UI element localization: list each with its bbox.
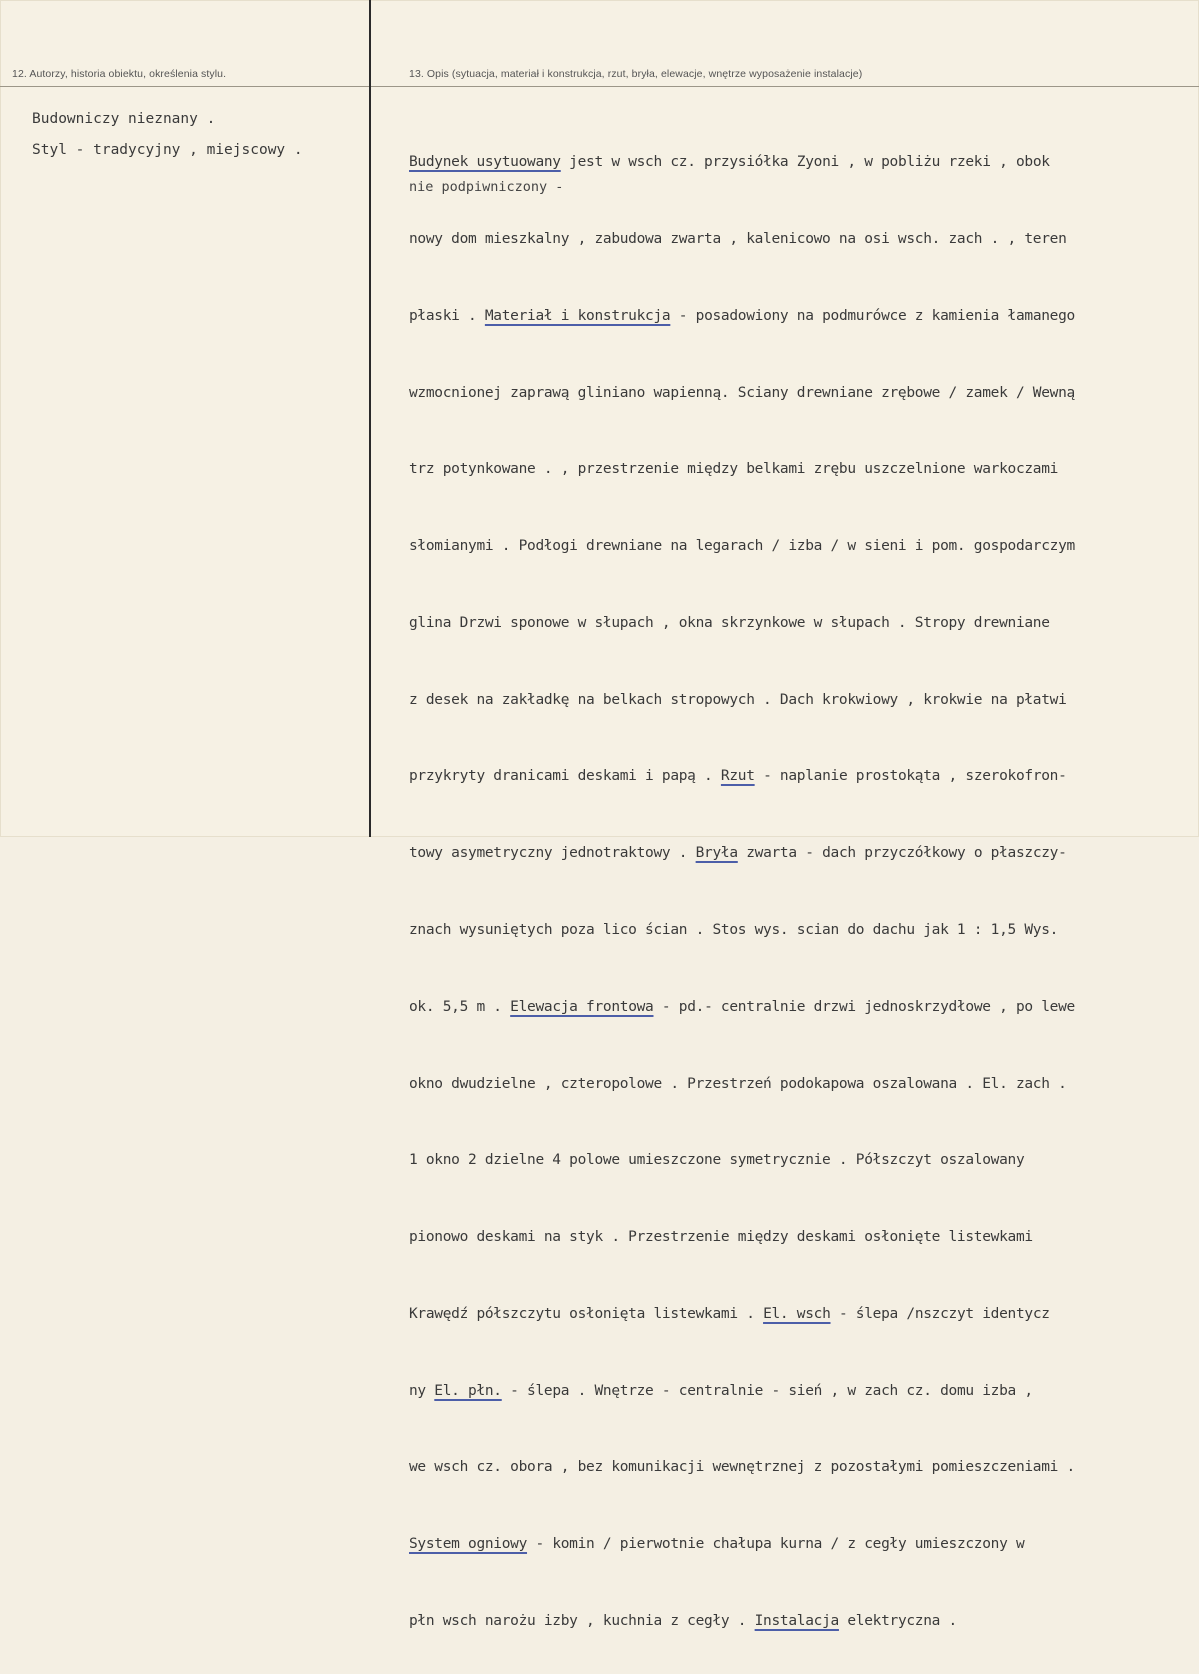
desc-line-15: pionowo deskami na styk . Przestrzenie między deskami osłonięte listewkami	[409, 1229, 1033, 1246]
desc-line-19: System ogniowy - komin / pierwotnie chałupa kurna / z cegły umieszczony w	[409, 1536, 1025, 1553]
left-header-rule	[0, 86, 369, 87]
description-text	[409, 99, 1199, 1674]
desc-line-3: płaski . Materiał i konstrukcja - posadowiony na podmurówce z kamienia łamanego	[409, 307, 1075, 324]
left-line-1: Budowniczy nieznany .	[32, 111, 216, 127]
desc-line-7: glina Drzwi sponowe w słupach , okna skrzynkowe w słupach . Stropy drewniane	[409, 614, 1050, 631]
right-column	[371, 0, 1199, 1630]
desc-line-5: trz potynkowane . , przestrzenie między belkami zrębu uszczelnione warkoczami	[409, 461, 1059, 478]
desc-line-13: okno dwudzielne , czteropolowe . Przestrzeń podokapowa oszalowana . El. zach .	[409, 1075, 1067, 1092]
desc-line-14: 1 okno 2 dzielne 4 polowe umieszczone symetrycznie . Półszczyt oszalowany	[409, 1152, 1025, 1169]
left-column	[0, 0, 371, 837]
right-header-rule	[371, 86, 1199, 87]
desc-line-2: nowy dom mieszkalny , zabudowa zwarta , kalenicowo na osi wsch. zach . , teren	[409, 230, 1067, 247]
desc-line-10: towy asymetryczny jednotraktowy . Bryła zwarta - dach przyczółkowy o płaszczy-	[409, 845, 1067, 862]
desc-line-18: we wsch cz. obora , bez komunikacji wewnętrznej z pozostałymi pomieszczeniami .	[409, 1459, 1075, 1476]
desc-line-8: z desek na zakładkę na belkach stropowych . Dach krokwiowy , krokwie na płatwi	[409, 691, 1067, 708]
inserted-note: nie podpiwniczony -	[409, 179, 564, 195]
desc-line-20: płn wsch narożu izby , kuchnia z cegły . Instalacja elektryczna .	[409, 1613, 957, 1630]
desc-line-12: ok. 5,5 m . Elewacja frontowa - pd.- centralnie drzwi jednoskrzydłowe , po lewe	[409, 998, 1075, 1015]
left-line-2: Styl - tradycyjny , miejscowy .	[32, 142, 303, 158]
right-header: 13. Opis (sytuacja, materiał i konstrukcja, rzut, bryła, elewacje, wnętrze wyposażenie instalacje)	[409, 68, 863, 80]
left-header: 12. Autorzy, historia obiektu, określenia stylu.	[12, 68, 227, 80]
left-text	[32, 104, 362, 166]
desc-line-16: Krawędź półszczytu osłonięta listewkami . El. wsch - ślepa /nszczyt identycz	[409, 1305, 1050, 1322]
desc-line-1: Budynek usytuowany jest w wsch cz. przysiółka Zyoni , w pobliżu rzeki , obok	[409, 154, 1050, 171]
desc-line-9: przykryty dranicami deskami i papą . Rzut - naplanie prostokąta , szerokofron-	[409, 768, 1067, 785]
desc-line-4: wzmocnionej zaprawą gliniano wapienną. Sciany drewniane zrębowe / zamek / Wewną	[409, 384, 1075, 401]
desc-line-11: znach wysuniętych poza lico ścian . Stos wys. scian do dachu jak 1 : 1,5 Wys.	[409, 922, 1059, 938]
desc-line-17: ny El. płn. - ślepa . Wnętrze - centralnie - sień , w zach cz. domu izba ,	[409, 1382, 1033, 1399]
desc-line-6: słomianymi . Podłogi drewniane na legarach / izba / w sieni i pom. gospodarczym	[409, 538, 1075, 555]
